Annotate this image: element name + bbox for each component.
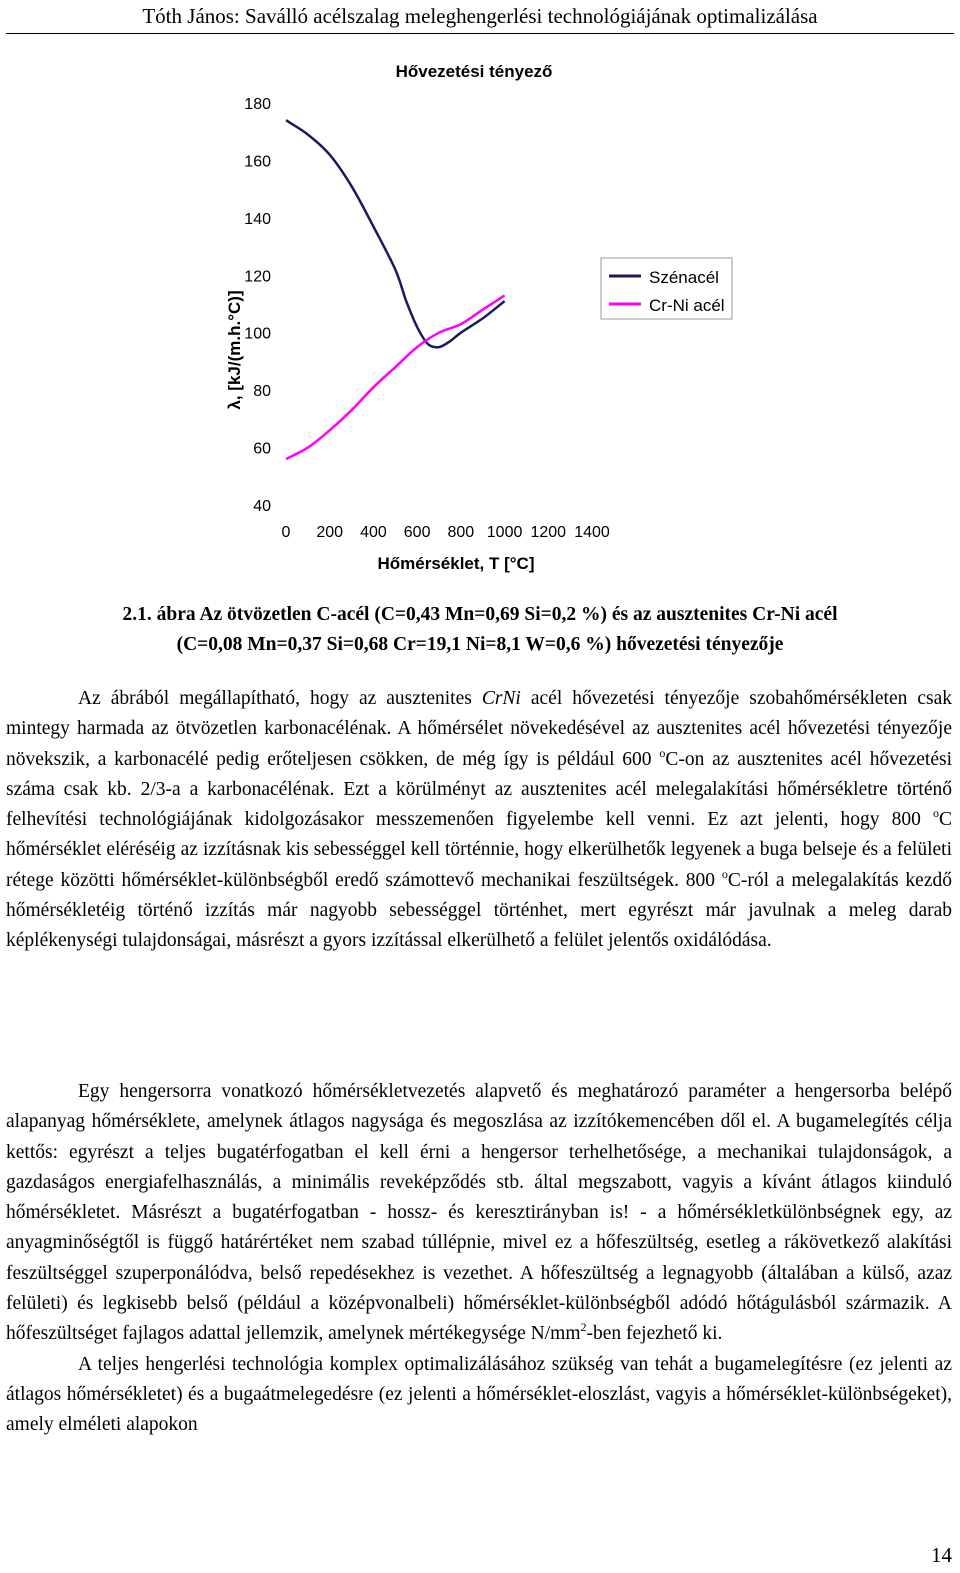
series-line-0 [286,120,505,347]
x-tick-label: 1000 [486,524,523,541]
y-tick-label: 60 [253,440,271,458]
x-tick-label: 1400 [574,524,610,541]
series-line-1 [286,295,505,459]
figure-caption [0,600,960,660]
p1-sup-3: o [721,866,728,881]
caption-line-1: 2.1. ábra Az ötvözetlen C-acél (C=0,43 Mn=0,69 Si=0,2 %) és az ausztenites Cr-Ni acél [122,604,838,625]
x-tick-label: 800 [447,524,475,541]
p2-text-a: Egy hengersorra vonatkozó hőmérsékletvezetés alapvető és meghatározó paraméter a hengersorba belépő alapanyag hőmérséklete, amelynek átlagos nagysága és megoszlása az izzítókemencében dől el. A bugamelegítés célja kettős: egyrészt a teljes bugatérfogatban el kell érni a hengersor terhelhetősége, a mechanikai tulajdonságok, a gazdaságos energiafelhasználás, a minimális reveképződés stb. által megszabott, vagyis a kívánt átlagos kiinduló hőmérsékletet. Másrészt a bugatérfogatban - hossz- és keresztirányban is! - a hőmérsékletkülönbségnek egy, az anyagminőségtől is függő határértéket nem szabad túllépnie, mivel ez a hőfeszültség, esetleg a rákövetkező alakítási feszültséggel szuperponálódva, belső repedésekhez is vezethet. A hőfeszültség a legnagyobb (általában a külső, azaz felületi) és legkisebb belső (például a középvonalbeli) hőmérséklet-különbségből adódó hőtágulásból származik. A hőfeszültséget fajlagos adattal jellemzik, amelynek mértékegysége N/mm [6,1081,952,1345]
paragraph-1 [6,684,952,957]
chart-title: Hővezetési tényező [395,62,553,81]
caption-line-2: (C=0,08 Mn=0,37 Si=0,68 Cr=19,1 Ni=8,1 W=0,6 %) hővezetési tényezője [176,634,784,655]
header-rule [6,33,954,34]
p1-sup-1: o [659,745,666,760]
paragraph-3: A teljes hengerlési technológia komplex optimalizálásához szükség van tehát a bugamelegítésre (ez jelenti az átlagos hőmérsékletet) és a bugaátmelegedésre (ez jelenti a hőmérséklet-eloszlást, vagyis a hőmérséklet-különbségeket), amely elméleti alapokon [6,1353,952,1436]
p1-italic: CrNi [481,688,521,709]
x-axis-label: Hőmérséklet, T [°C] [377,554,535,573]
y-tick-label: 140 [244,210,271,228]
p1-text-d: C hőmérséklet eléréséig az izzításnak kis sebességgel kell történnie, hogy elkerülhetők legyenek a buga belseje és a felületi rétege közötti hőmérséklet-különbségből eredő számottevő mechanikai feszültségek. 800 [6,809,952,891]
p2-text-b: -ben fejezhető ki. [586,1323,723,1345]
series-lines [286,120,505,459]
p1-sup-2: o [932,806,939,821]
x-tick-label: 1200 [530,524,567,541]
p1-text-c: C-on az ausztenites acél hővezetési száma csak kb. 2/3-a a karbonacélénak. Ezt a körülményt az ausztenites acél melegalakítási hőmérsékletre történő felhevítési technológiájának kidolgozásakor messzemenően figyelembe kell venni. Ez azt jelenti, hogy 800 [6,748,952,831]
p1-text-e: C-ról a melegalakítás kezdő hőmérsékletéig történő izzítás már nagyobb sebességgel történhet, mert egyrészt már javulnak a meleg darab képlékenységi tulajdonságai, másrészt a gyors izzítással elkerülhető a felület jelentős oxidálódása. [6,869,952,952]
page-number: 14 [931,1543,952,1567]
y-tick-labels [244,96,271,515]
x-tick-label: 600 [403,524,431,541]
p2-sup: 2 [580,1320,587,1335]
y-tick-label: 80 [253,383,271,401]
thermal-conductivity-chart [0,45,960,590]
y-axis-label: λ, [kJ/(m.h.°C)] [225,290,244,410]
running-header: Tóth János: Saválló acélszalag meleghengerlési technológiájának optimalizálása [142,4,818,28]
x-tick-labels [282,524,610,541]
legend [601,258,732,319]
p1-text-b: acél hővezetési tényezője szobahőmérsékleten csak mintegy harmada az ötvözetlen karbonacélénak. A hőmérsélet növekedésével az ausztenites acél hővezetési tényezője növekszik, a karbonacélé pedig erőteljesen csökken, de még így is például 600 [6,688,952,770]
legend-label-szenacel: Szénacél [649,268,719,287]
p1-text-a: Az ábrából megállapítható, hogy az ausztenites [78,688,482,709]
x-tick-label: 200 [316,524,344,541]
y-tick-label: 40 [253,498,271,515]
x-tick-label: 400 [360,524,387,541]
y-tick-label: 100 [244,325,271,343]
y-tick-label: 180 [244,96,271,113]
x-tick-label: 0 [281,524,291,541]
paragraph-2-3 [6,1077,952,1441]
legend-label-crni: Cr-Ni acél [649,296,725,315]
y-tick-label: 120 [244,268,271,286]
y-tick-label: 160 [244,153,271,171]
